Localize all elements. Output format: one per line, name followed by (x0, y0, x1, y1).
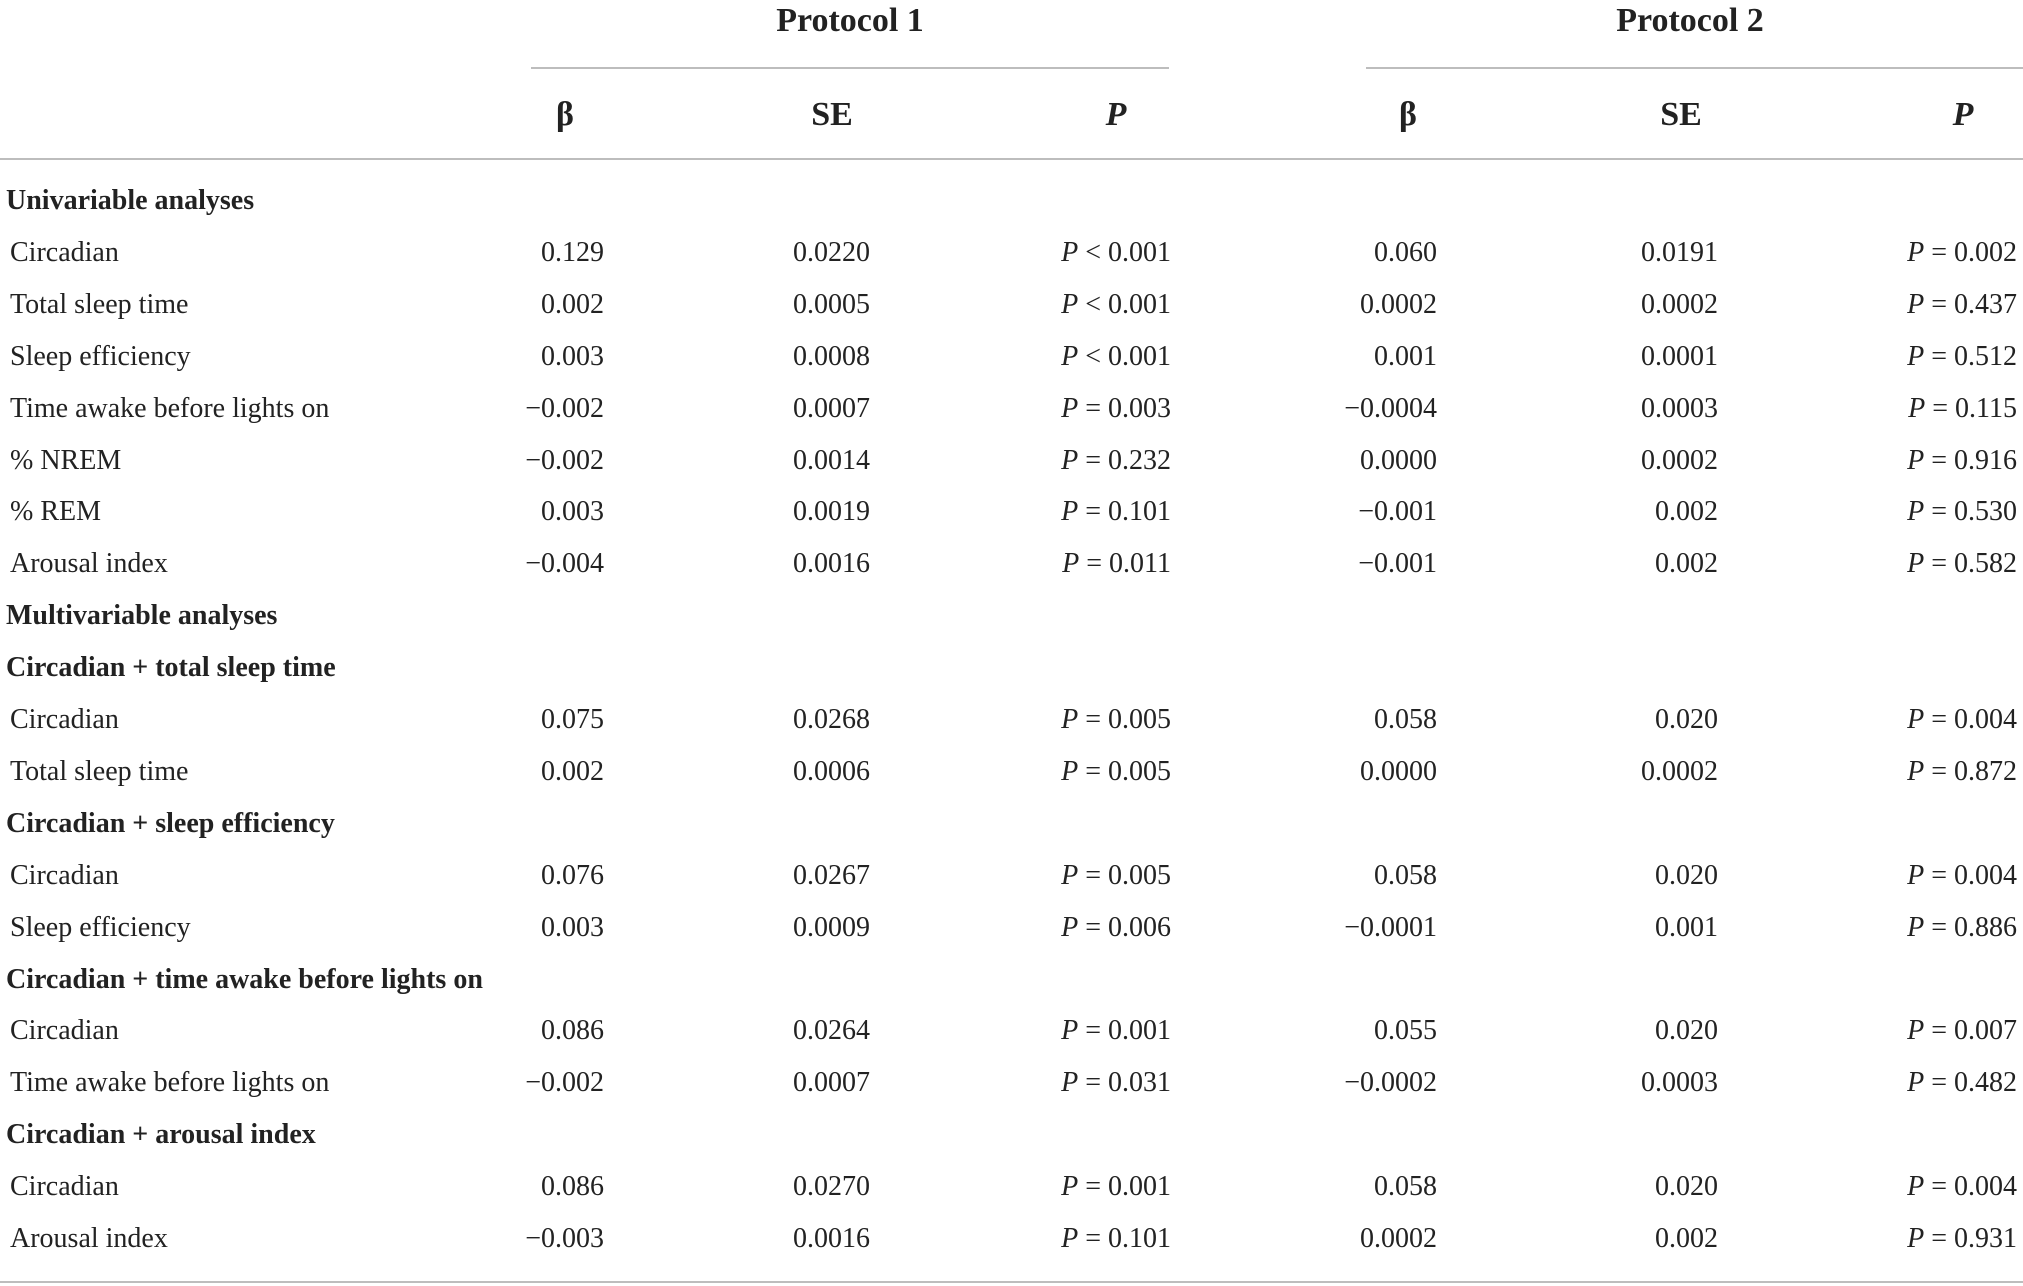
p1-se-value: 0.0270 (793, 1171, 870, 1202)
p2-beta-value: 0.0002 (1360, 1223, 1437, 1254)
p1-p-value (1061, 1225, 1171, 1253)
p2-se-value: 0.020 (1655, 704, 1718, 735)
p-symbol: P (1907, 548, 1925, 579)
p-comparison: = 0.101 (1078, 496, 1171, 527)
table-bottom-rule (0, 1281, 2023, 1283)
p-comparison: = 0.006 (1078, 912, 1171, 943)
p2-beta-value: −0.001 (1358, 548, 1437, 579)
p-symbol: P (1061, 1223, 1079, 1254)
p2-se-value: 0.002 (1655, 1223, 1718, 1254)
p2-se-value: 0.0001 (1641, 341, 1718, 372)
p1-p-value (1061, 758, 1171, 786)
p1-se-value: 0.0267 (793, 860, 870, 891)
p-comparison: < 0.001 (1078, 237, 1171, 268)
p2-p-value (1907, 1173, 2017, 1201)
p1-se-value: 0.0005 (793, 289, 870, 320)
p1-p-value (1061, 291, 1171, 319)
col-header-p2-p: P (1952, 96, 1974, 133)
p-comparison: = 0.011 (1079, 548, 1171, 579)
p-symbol: P (1061, 704, 1079, 735)
group-header-protocol-1: Protocol 1 (776, 2, 924, 39)
p1-beta-value: −0.002 (525, 393, 604, 424)
p1-p-value (1061, 343, 1171, 371)
row-label: Circadian (10, 704, 119, 735)
p-symbol: P (1907, 860, 1925, 891)
col-header-p2-beta: β (1399, 96, 1417, 133)
row-label: Time awake before lights on (10, 1067, 330, 1098)
p2-beta-value: −0.0004 (1344, 393, 1437, 424)
section-heading: Circadian + time awake before lights on (6, 964, 483, 995)
p-comparison: = 0.582 (1924, 548, 2017, 579)
p2-se-value: 0.020 (1655, 1171, 1718, 1202)
col-header-p1-se: SE (811, 96, 853, 133)
p2-se-value: 0.0002 (1641, 756, 1718, 787)
p2-se-value: 0.020 (1655, 1015, 1718, 1046)
p1-se-value: 0.0014 (793, 445, 870, 476)
p2-p-value (1907, 447, 2017, 475)
p-comparison: = 0.031 (1078, 1067, 1171, 1098)
row-label: Arousal index (10, 1223, 168, 1254)
p-symbol: P (1061, 1067, 1079, 1098)
row-label: Sleep efficiency (10, 341, 191, 372)
p-comparison: = 0.007 (1924, 1015, 2017, 1046)
p-comparison: = 0.005 (1078, 860, 1171, 891)
p-symbol: P (1907, 237, 1925, 268)
row-label: Arousal index (10, 548, 168, 579)
row-label: % REM (10, 496, 101, 527)
p2-beta-value: −0.0001 (1344, 912, 1437, 943)
p1-beta-value: 0.076 (541, 860, 604, 891)
p2-se-value: 0.0002 (1641, 289, 1718, 320)
p2-se-value: 0.002 (1655, 496, 1718, 527)
p2-beta-value: −0.001 (1358, 496, 1437, 527)
p-symbol: P (1061, 341, 1079, 372)
p1-se-value: 0.0008 (793, 341, 870, 372)
p1-p-value (1061, 395, 1171, 423)
p1-beta-value: −0.004 (525, 548, 604, 579)
p1-beta-value: −0.003 (525, 1223, 604, 1254)
p1-p-value (1061, 239, 1171, 267)
p1-se-value: 0.0268 (793, 704, 870, 735)
p1-p-value (1061, 447, 1171, 475)
p2-beta-value: 0.0000 (1360, 445, 1437, 476)
p1-se-value: 0.0016 (793, 548, 870, 579)
p-symbol: P (1907, 1015, 1925, 1046)
p2-beta-value: 0.058 (1374, 860, 1437, 891)
p-symbol: P (1907, 1171, 1925, 1202)
p1-beta-value: −0.002 (525, 445, 604, 476)
p2-se-value: 0.0003 (1641, 393, 1718, 424)
p-comparison: = 0.437 (1924, 289, 2017, 320)
section-heading: Multivariable analyses (6, 600, 278, 631)
p-symbol: P (1907, 704, 1925, 735)
p-symbol: P (1908, 393, 1926, 424)
p-symbol: P (1062, 548, 1080, 579)
p-comparison: < 0.001 (1078, 289, 1171, 320)
row-label: Circadian (10, 1015, 119, 1046)
p2-p-value (1908, 395, 2017, 423)
p-symbol: P (1061, 756, 1079, 787)
p2-p-value (1907, 498, 2017, 526)
p2-beta-value: 0.001 (1374, 341, 1437, 372)
p-symbol: P (1907, 496, 1925, 527)
section-heading: Circadian + total sleep time (6, 652, 336, 683)
header-bottom-rule (0, 158, 2023, 160)
p-comparison: = 0.005 (1078, 704, 1171, 735)
p2-se-value: 0.002 (1655, 548, 1718, 579)
row-label: Circadian (10, 237, 119, 268)
p2-beta-value: 0.0000 (1360, 756, 1437, 787)
p-symbol: P (1907, 1223, 1925, 1254)
p-symbol: P (1907, 289, 1925, 320)
section-heading: Univariable analyses (6, 185, 255, 216)
p-symbol: P (1061, 289, 1079, 320)
p-symbol: P (1061, 1171, 1079, 1202)
p1-beta-value: 0.086 (541, 1171, 604, 1202)
p1-se-value: 0.0220 (793, 237, 870, 268)
p-comparison: = 0.101 (1078, 1223, 1171, 1254)
p2-p-value (1907, 862, 2017, 890)
p-comparison: = 0.001 (1078, 1015, 1171, 1046)
p2-beta-value: −0.0002 (1344, 1067, 1437, 1098)
p-symbol: P (1061, 496, 1079, 527)
p2-p-value (1907, 291, 2017, 319)
p1-beta-value: −0.002 (525, 1067, 604, 1098)
row-label: Total sleep time (10, 289, 189, 320)
p2-beta-value: 0.060 (1374, 237, 1437, 268)
p-comparison: = 0.886 (1924, 912, 2017, 943)
p1-se-value: 0.0016 (793, 1223, 870, 1254)
p-comparison: = 0.002 (1924, 237, 2017, 268)
p-symbol: P (1061, 237, 1079, 268)
row-label: Total sleep time (10, 756, 189, 787)
p1-beta-value: 0.003 (541, 341, 604, 372)
col-header-p2-se: SE (1660, 96, 1702, 133)
p2-p-value (1907, 1225, 2017, 1253)
p2-p-value (1907, 550, 2017, 578)
p-comparison: = 0.115 (1925, 393, 2017, 424)
col-header-p1-beta: β (556, 96, 574, 133)
p2-beta-value: 0.058 (1374, 704, 1437, 735)
p2-p-value (1907, 914, 2017, 942)
group-underline-protocol-2 (1366, 67, 2023, 69)
p-comparison: = 0.916 (1924, 445, 2017, 476)
p2-p-value (1907, 239, 2017, 267)
p1-p-value (1061, 1173, 1171, 1201)
p2-beta-value: 0.058 (1374, 1171, 1437, 1202)
row-label: Sleep efficiency (10, 912, 191, 943)
col-header-p1-p: P (1105, 96, 1127, 133)
p1-se-value: 0.0019 (793, 496, 870, 527)
p1-p-value (1061, 498, 1171, 526)
p-comparison: = 0.003 (1078, 393, 1171, 424)
p1-beta-value: 0.086 (541, 1015, 604, 1046)
p-symbol: P (1061, 860, 1079, 891)
p-comparison: = 0.482 (1924, 1067, 2017, 1098)
p2-se-value: 0.0003 (1641, 1067, 1718, 1098)
p-comparison: = 0.530 (1924, 496, 2017, 527)
p2-beta-value: 0.0002 (1360, 289, 1437, 320)
p2-p-value (1907, 706, 2017, 734)
p2-se-value: 0.001 (1655, 912, 1718, 943)
row-label: % NREM (10, 445, 122, 476)
p1-beta-value: 0.002 (541, 756, 604, 787)
section-heading: Circadian + arousal index (6, 1119, 316, 1150)
p-comparison: = 0.512 (1924, 341, 2017, 372)
p-symbol: P (1907, 445, 1925, 476)
p2-beta-value: 0.055 (1374, 1015, 1437, 1046)
p2-se-value: 0.020 (1655, 860, 1718, 891)
p2-p-value (1907, 1017, 2017, 1045)
p1-p-value (1061, 1017, 1171, 1045)
p-symbol: P (1061, 1015, 1079, 1046)
p2-p-value (1907, 343, 2017, 371)
p-comparison: = 0.872 (1924, 756, 2017, 787)
p2-p-value (1907, 1069, 2017, 1097)
p1-p-value (1061, 862, 1171, 890)
p1-se-value: 0.0006 (793, 756, 870, 787)
row-label: Circadian (10, 860, 119, 891)
p-symbol: P (1061, 393, 1079, 424)
p1-beta-value: 0.075 (541, 704, 604, 735)
p-comparison: = 0.931 (1924, 1223, 2017, 1254)
group-header-protocol-2: Protocol 2 (1616, 2, 1764, 39)
p1-p-value (1061, 914, 1171, 942)
p1-beta-value: 0.129 (541, 237, 604, 268)
p1-beta-value: 0.002 (541, 289, 604, 320)
p-symbol: P (1061, 445, 1079, 476)
p1-se-value: 0.0009 (793, 912, 870, 943)
p-symbol: P (1907, 756, 1925, 787)
group-underline-protocol-1 (531, 67, 1169, 69)
p-symbol: P (1061, 912, 1079, 943)
row-label: Circadian (10, 1171, 119, 1202)
p1-se-value: 0.0264 (793, 1015, 870, 1046)
p-comparison: = 0.004 (1924, 1171, 2017, 1202)
p-symbol: P (1907, 912, 1925, 943)
p-comparison: = 0.004 (1924, 704, 2017, 735)
p-comparison: = 0.005 (1078, 756, 1171, 787)
p2-se-value: 0.0002 (1641, 445, 1718, 476)
p2-se-value: 0.0191 (1641, 237, 1718, 268)
p1-beta-value: 0.003 (541, 496, 604, 527)
p-comparison: = 0.004 (1924, 860, 2017, 891)
row-label: Time awake before lights on (10, 393, 330, 424)
p-comparison: = 0.232 (1078, 445, 1171, 476)
p1-se-value: 0.0007 (793, 1067, 870, 1098)
p1-p-value (1061, 706, 1171, 734)
p1-p-value (1061, 1069, 1171, 1097)
p-symbol: P (1907, 1067, 1925, 1098)
p-comparison: = 0.001 (1078, 1171, 1171, 1202)
p1-p-value (1062, 550, 1171, 578)
p1-beta-value: 0.003 (541, 912, 604, 943)
p2-p-value (1907, 758, 2017, 786)
p-symbol: P (1907, 341, 1925, 372)
p1-se-value: 0.0007 (793, 393, 870, 424)
section-heading: Circadian + sleep efficiency (6, 808, 335, 839)
p-comparison: < 0.001 (1078, 341, 1171, 372)
